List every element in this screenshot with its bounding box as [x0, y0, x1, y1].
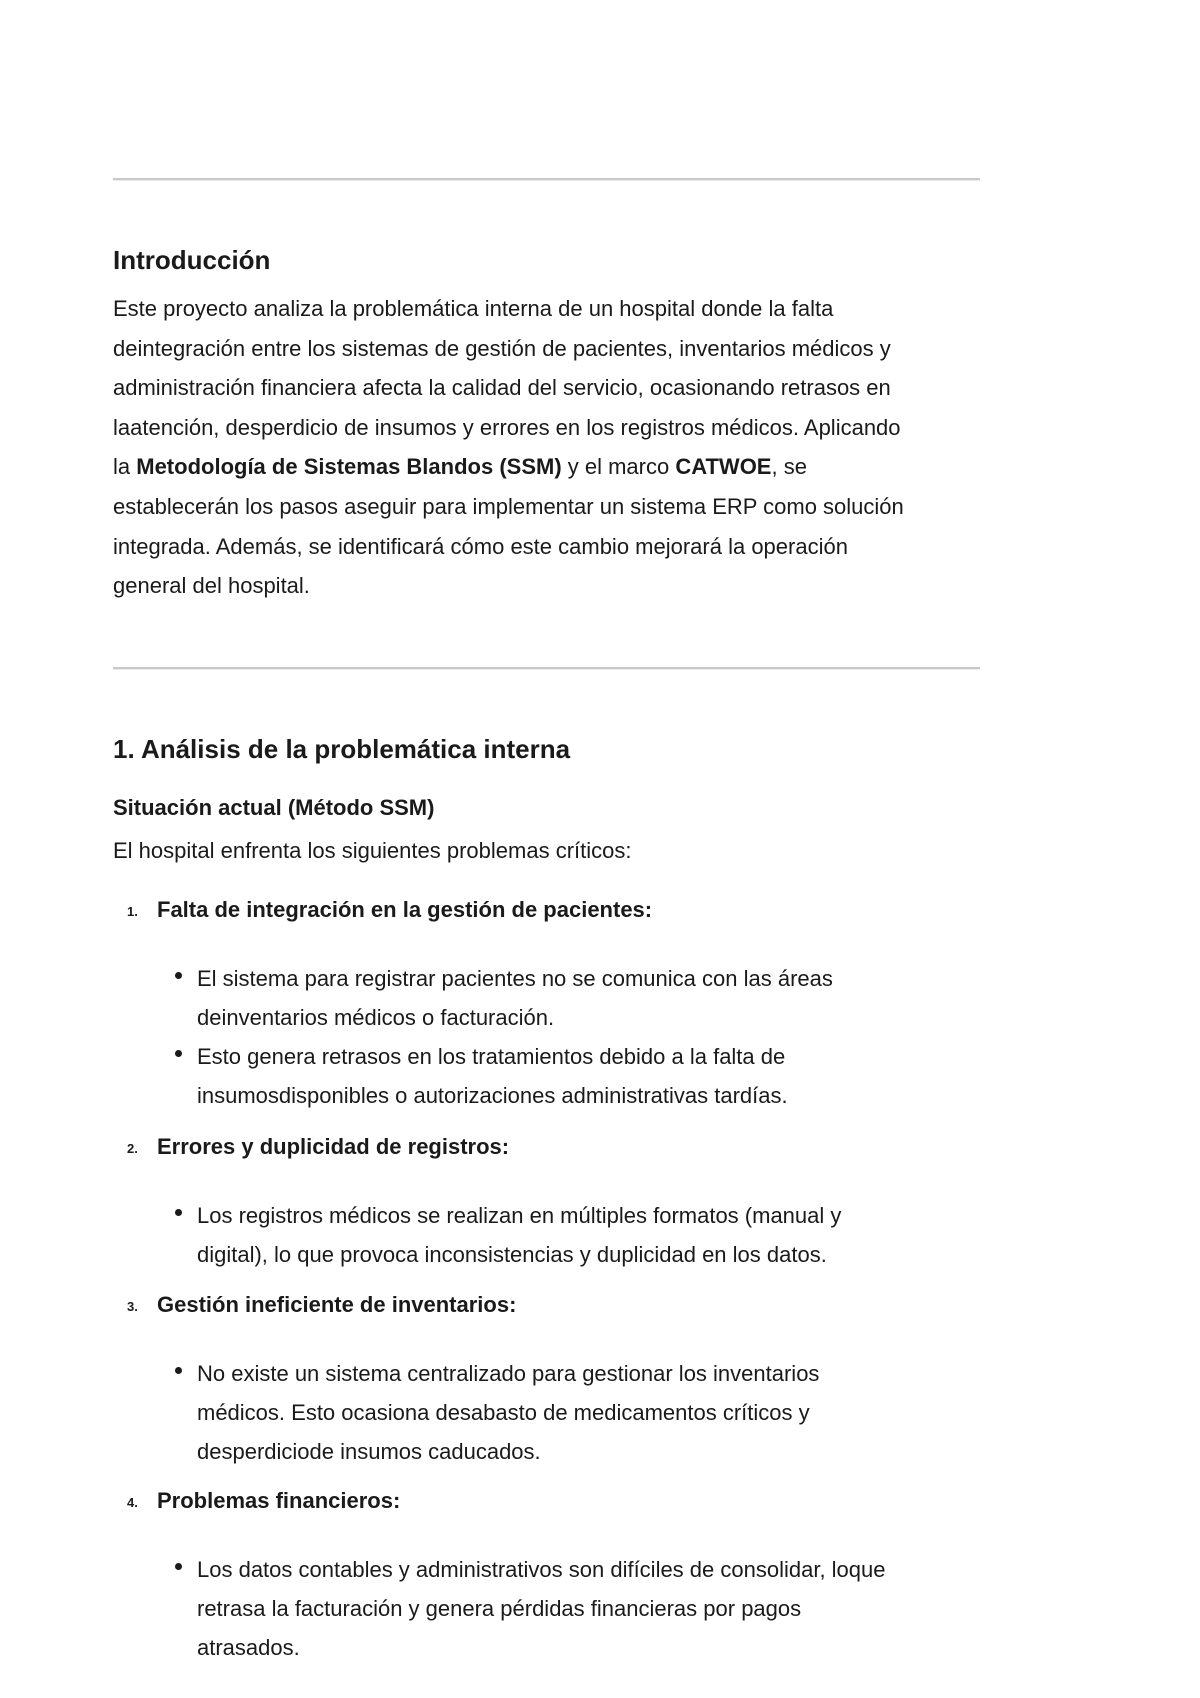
problem-item — [113, 1291, 973, 1464]
list-number: 2. — [127, 1141, 138, 1156]
bullet-text: Los datos contables y administrativos son difíciles de consolidar, loque retrasa la facturación y genera pérdidas financieras por pagos atrasados. — [197, 1557, 886, 1660]
intro-text-part: y el marco — [561, 454, 676, 480]
intro-text-part: , se establecerán los pasos aseguir para implementar un sistema ERP como solución integrada. Además, se identificará cómo este cambio mejorará la operación general del hospital. — [113, 454, 904, 599]
problem-title: Errores y duplicidad de registros: — [157, 1134, 510, 1159]
list-number: 4. — [127, 1495, 138, 1510]
bullet-icon — [175, 1050, 182, 1057]
horizontal-divider — [113, 667, 980, 670]
intro-bold-catwoe: CATWOE — [675, 454, 772, 480]
bullet-list — [113, 1550, 897, 1667]
intro-text-part: Este proyecto analiza la problemática interna de un hospital donde la falta deintegración entre los sistemas de gestión de pacientes, inventarios médicos y administración financiera afecta la calidad del servicio, ocasionando retrasos en laatención, desperdicio de insumos y errores en los registros médicos. Aplicando la — [113, 296, 901, 480]
problem-item — [113, 896, 973, 1108]
problem-item — [113, 1487, 973, 1660]
bullet-item — [113, 1550, 897, 1667]
problem-item — [113, 1133, 973, 1267]
bullet-list — [113, 959, 897, 1115]
bullet-icon — [175, 1563, 182, 1570]
problem-title: Problemas financieros: — [157, 1488, 401, 1513]
bullet-item — [113, 1354, 897, 1471]
problem-title: Falta de integración en la gestión de pacientes: — [157, 897, 653, 922]
bullet-text: No existe un sistema centralizado para gestionar los inventarios médicos. Esto ocasiona desabasto de medicamentos críticos y desperdiciode insumos caducados. — [197, 1361, 820, 1464]
problem-header — [113, 1487, 973, 1515]
intro-paragraph — [113, 289, 913, 606]
subsection-heading: Situación actual (Método SSM) — [113, 795, 435, 820]
section-lead-text: El hospital enfrenta los siguientes problemas críticos: — [113, 838, 632, 863]
intro-heading: Introducción — [113, 245, 271, 275]
bullet-item — [113, 1037, 897, 1115]
bullet-text: Esto genera retrasos en los tratamientos debido a la falta de insumosdisponibles o autorizaciones administrativas tardías. — [197, 1044, 788, 1108]
bullet-text: Los registros médicos se realizan en múltiples formatos (manual y digital), lo que provoca inconsistencias y duplicidad en los datos. — [197, 1203, 842, 1267]
bullet-item — [113, 1196, 897, 1274]
bullet-icon — [175, 1367, 182, 1374]
horizontal-divider — [113, 178, 980, 181]
bullet-item — [113, 959, 897, 1037]
section-heading: 1. Análisis de la problemática interna — [113, 734, 571, 764]
bullet-text: El sistema para registrar pacientes no se comunica con las áreas deinventarios médicos o facturación. — [197, 966, 833, 1030]
list-number: 3. — [127, 1299, 138, 1314]
problem-header — [113, 896, 973, 924]
bullet-list — [113, 1354, 897, 1471]
bullet-list — [113, 1196, 897, 1274]
problem-header — [113, 1133, 973, 1161]
intro-bold-ssm: Metodología de Sistemas Blandos (SSM) — [136, 454, 562, 480]
list-number: 1. — [127, 904, 138, 919]
problem-title: Gestión ineficiente de inventarios: — [157, 1292, 517, 1317]
bullet-icon — [175, 1209, 182, 1216]
problem-header — [113, 1291, 973, 1319]
bullet-icon — [175, 972, 182, 979]
